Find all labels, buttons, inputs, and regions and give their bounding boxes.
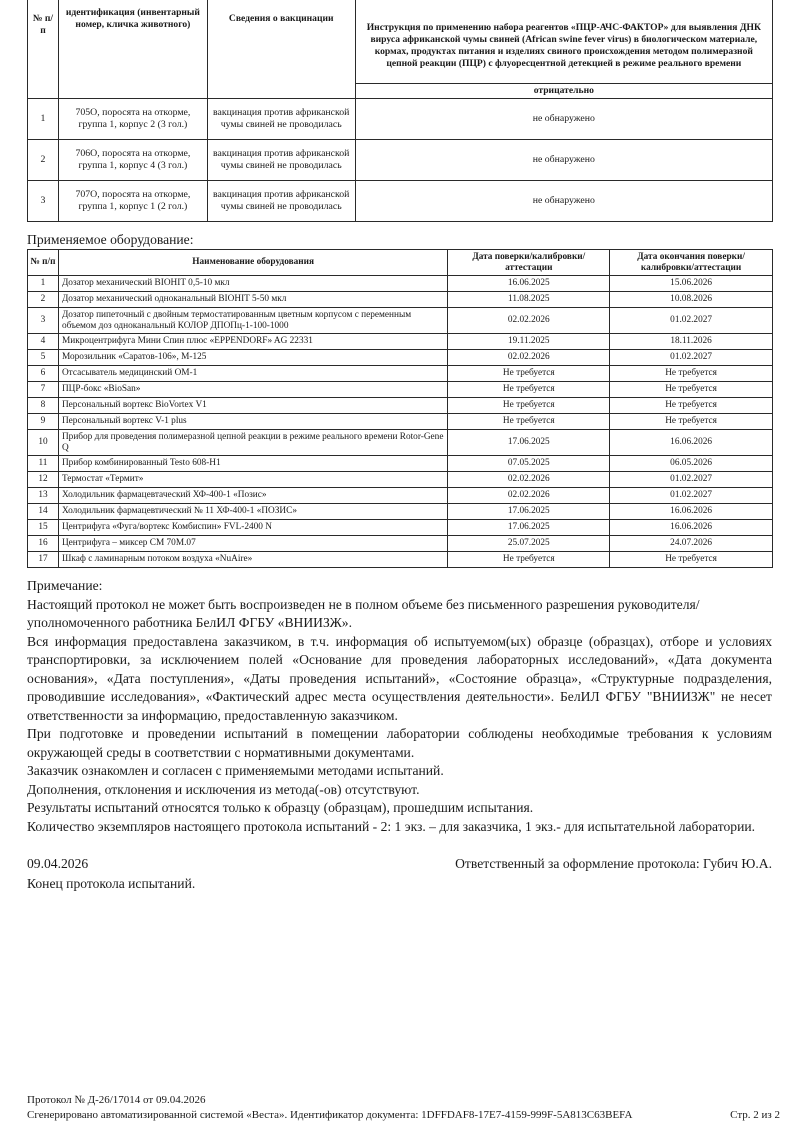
row-date-start: 07.05.2025 — [448, 456, 610, 472]
row-result: не обнаружено — [355, 181, 772, 222]
col-header-num: № п/п — [28, 250, 59, 276]
note-paragraph: Результаты испытаний относятся только к образцу (образцам), прошедшим испытания. — [27, 800, 534, 815]
row-date-start: 02.02.2026 — [448, 308, 610, 334]
row-date-end: 01.02.2027 — [610, 350, 773, 366]
row-name: Персональный вортекс V-1 plus — [58, 414, 447, 430]
row-name: Дозатор пипеточный с двойным термостатированным цветным корпусом с переменным объемом доз одноканальный КОЛОР ДПОПц-1-100-1000 — [58, 308, 447, 334]
row-num: 1 — [28, 99, 59, 140]
row-date-end: 16.06.2026 — [610, 504, 773, 520]
col-header-name: Наименование оборудования — [58, 250, 447, 276]
row-name: Термостат «Термит» — [58, 472, 447, 488]
row-name: Отсасыватель медицинский ОМ-1 — [58, 366, 447, 382]
row-date-start: Не требуется — [448, 382, 610, 398]
row-date-end: Не требуется — [610, 552, 773, 568]
row-date-start: 16.06.2025 — [448, 276, 610, 292]
row-num: 15 — [28, 520, 59, 536]
row-name: Прибор для проведения полимеразной цепной реакции в режиме реального времени Rotor-Gene Q — [58, 430, 447, 456]
row-num: 6 — [28, 366, 59, 382]
row-date-end: 16.06.2026 — [610, 520, 773, 536]
table-row — [28, 504, 773, 520]
notes-title: Примечание: — [27, 578, 103, 593]
table-row — [28, 488, 773, 504]
row-date-end: 01.02.2027 — [610, 308, 773, 334]
table-row — [28, 276, 773, 292]
row-date-end: 18.11.2026 — [610, 334, 773, 350]
row-identification: 706О, поросята на откорме, группа 1, корпус 4 (3 гол.) — [58, 140, 207, 181]
table-row — [28, 456, 773, 472]
col-header-vaccination: Сведения о вакцинации — [207, 0, 355, 99]
table-row — [28, 292, 773, 308]
row-date-start: 25.07.2025 — [448, 536, 610, 552]
row-date-end: Не требуется — [610, 414, 773, 430]
table-row — [28, 536, 773, 552]
row-num: 4 — [28, 334, 59, 350]
row-vaccination: вакцинация против африканской чумы свиней не проводилась — [207, 181, 355, 222]
col-header-identification: идентификация (инвентарный номер, кличка животного) — [58, 0, 207, 99]
table-row — [28, 308, 773, 334]
row-num: 10 — [28, 430, 59, 456]
row-num: 3 — [28, 308, 59, 334]
row-name: Центрифуга – миксер СМ 70М.07 — [58, 536, 447, 552]
table-row — [28, 366, 773, 382]
row-num: 11 — [28, 456, 59, 472]
table-row — [28, 398, 773, 414]
table-row — [28, 430, 773, 456]
row-name: Шкаф с ламинарным потоком воздуха «NuAire» — [58, 552, 447, 568]
row-vaccination: вакцинация против африканской чумы свиней не проводилась — [207, 99, 355, 140]
row-num: 2 — [28, 292, 59, 308]
row-name: Холодильник фармацевтический № 11 ХФ-400-1 «ПОЗИС» — [58, 504, 447, 520]
row-date-end: 16.06.2026 — [610, 430, 773, 456]
row-date-start: Не требуется — [448, 414, 610, 430]
table-row — [28, 472, 773, 488]
col-header-date-end: Дата окончания поверки/калибровки/аттестации — [610, 250, 773, 276]
row-name: Микроцентрифуга Мини Спин плюс «EPPENDORF» AG 22331 — [58, 334, 447, 350]
responsible-person: Ответственный за оформление протокола: Губич Ю.А. — [455, 856, 772, 871]
row-date-start: Не требуется — [448, 552, 610, 568]
page-footer — [27, 1093, 780, 1123]
row-name: Прибор комбинированный Testo 608-H1 — [58, 456, 447, 472]
row-identification: 707О, поросята на откорме, группа 1, корпус 1 (2 гол.) — [58, 181, 207, 222]
table-row — [28, 99, 773, 140]
row-date-end: Не требуется — [610, 398, 773, 414]
notes-section — [27, 577, 772, 836]
row-num: 9 — [28, 414, 59, 430]
row-date-end: 24.07.2026 — [610, 536, 773, 552]
col-header-date-start: Дата поверки/калибровки/аттестации — [448, 250, 610, 276]
row-num: 8 — [28, 398, 59, 414]
footer-generated-by: Сгенерировано автоматизированной системой «Веста». Идентификатор документа: 1DFFDAF8-17E7-4159-999F-5A813C63BEFA — [27, 1109, 633, 1121]
row-name: ПЦР-бокс «BioSan» — [58, 382, 447, 398]
table-row — [28, 350, 773, 366]
row-date-end: 10.08.2026 — [610, 292, 773, 308]
row-name: Центрифуга «Фуга/вортекс Комбиспин» FVL-2400 N — [58, 520, 447, 536]
note-paragraph: Вся информация предоставлена заказчиком, в т.ч. информация об испытуемом(ых) образце (образцах), отборе и условиях транспортировки, за исключением полей «Основание для проведения лабораторных исследований», «Дата документа основания», «Дата поступления», «Даты проведения испытаний», «Состояние образца», «Структурные подразделения, проводившие исследования», «Фактический адрес места осуществления деятельности». БелИЛ ФГБУ "ВНИИЗЖ" не несет ответственности за информацию, предоставленную заказчиком. — [27, 633, 772, 723]
row-num: 3 — [28, 181, 59, 222]
row-vaccination: вакцинация против африканской чумы свиней не проводилась — [207, 140, 355, 181]
table-row — [28, 181, 773, 222]
row-num: 5 — [28, 350, 59, 366]
row-result: не обнаружено — [355, 140, 772, 181]
results-table — [27, 0, 773, 222]
note-paragraph: Дополнения, отклонения и исключения из метода(-ов) отсутствуют. — [27, 781, 420, 797]
row-num: 2 — [28, 140, 59, 181]
row-date-start: 02.02.2026 — [448, 472, 610, 488]
row-num: 17 — [28, 552, 59, 568]
row-num: 16 — [28, 536, 59, 552]
row-num: 7 — [28, 382, 59, 398]
note-paragraph: При подготовке и проведении испытаний в помещении лаборатории соблюдены необходимые требования к условиям окружающей среды в соответствии с нормативными документами. — [27, 726, 772, 760]
table-row — [28, 334, 773, 350]
col-header-norm: отрицательно — [355, 84, 772, 99]
equipment-section-title: Применяемое оборудование: — [27, 232, 194, 247]
row-date-start: 17.06.2025 — [448, 430, 610, 456]
protocol-date: 09.04.2026 — [27, 856, 89, 871]
row-date-start: Не требуется — [448, 366, 610, 382]
row-date-end: 01.02.2027 — [610, 472, 773, 488]
row-date-end: Не требуется — [610, 382, 773, 398]
row-date-end: 01.02.2027 — [610, 488, 773, 504]
equipment-table — [27, 249, 773, 568]
row-name: Дозатор механический BIOHIT 0,5-10 мкл — [58, 276, 447, 292]
row-identification: 705О, поросята на откорме, группа 1, корпус 2 (3 гол.) — [58, 99, 207, 140]
note-paragraph: Настоящий протокол не может быть воспроизведен не в полном объеме без письменного разрешения руководителя/уполномоченного работника БелИЛ ФГБУ «ВНИИЗЖ». — [27, 596, 700, 630]
footer-protocol-number: Протокол № Д-26/17014 от 09.04.2026 — [27, 1094, 206, 1106]
row-num: 14 — [28, 504, 59, 520]
row-date-start: 11.08.2025 — [448, 292, 610, 308]
note-paragraph: Заказчик ознакомлен и согласен с применяемыми методами испытаний. — [27, 763, 444, 778]
row-date-start: Не требуется — [448, 398, 610, 414]
table-row — [28, 414, 773, 430]
row-date-start: 19.11.2025 — [448, 334, 610, 350]
row-num: 12 — [28, 472, 59, 488]
row-date-start: 02.02.2026 — [448, 350, 610, 366]
row-date-start: 02.02.2026 — [448, 488, 610, 504]
note-paragraph: Количество экземпляров настоящего протокола испытаний - 2: 1 экз. – для заказчика, 1 экз.- для испытательной лаборатории. — [27, 818, 756, 834]
row-date-end: Не требуется — [610, 366, 773, 382]
row-num: 13 — [28, 488, 59, 504]
row-date-end: 15.06.2026 — [610, 276, 773, 292]
table-row — [28, 520, 773, 536]
table-row — [28, 552, 773, 568]
row-num: 1 — [28, 276, 59, 292]
table-row — [28, 140, 773, 181]
row-date-start: 17.06.2025 — [448, 504, 610, 520]
table-row — [28, 382, 773, 398]
col-header-instruction: Инструкция по применению набора реагентов «ПЦР-АЧС-ФАКТОР» для выявления ДНК вируса африканской чумы свиней (African swine fever virus) в биологическом материале, кормах, продуктах питания и изделиях свиного происхождения методом полимеразной цепной реакции (ПЦР) с флуоресцентной детекцией в режиме реального времени — [355, 0, 772, 84]
page-number: Стр. 2 из 2 — [730, 1109, 780, 1121]
row-date-start: 17.06.2025 — [448, 520, 610, 536]
row-name: Персональный вортекс BioVortex V1 — [58, 398, 447, 414]
row-result: не обнаружено — [355, 99, 772, 140]
row-name: Морозильник «Саратов-106», М-125 — [58, 350, 447, 366]
end-of-protocol: Конец протокола испытаний. — [27, 876, 196, 891]
row-name: Холодильник фармацевтаческий ХФ-400-1 «Позис» — [58, 488, 447, 504]
row-name: Дозатор механический одноканальный BIOHIT 5-50 мкл — [58, 292, 447, 308]
col-header-num: № п/п — [28, 0, 59, 99]
row-date-end: 06.05.2026 — [610, 456, 773, 472]
